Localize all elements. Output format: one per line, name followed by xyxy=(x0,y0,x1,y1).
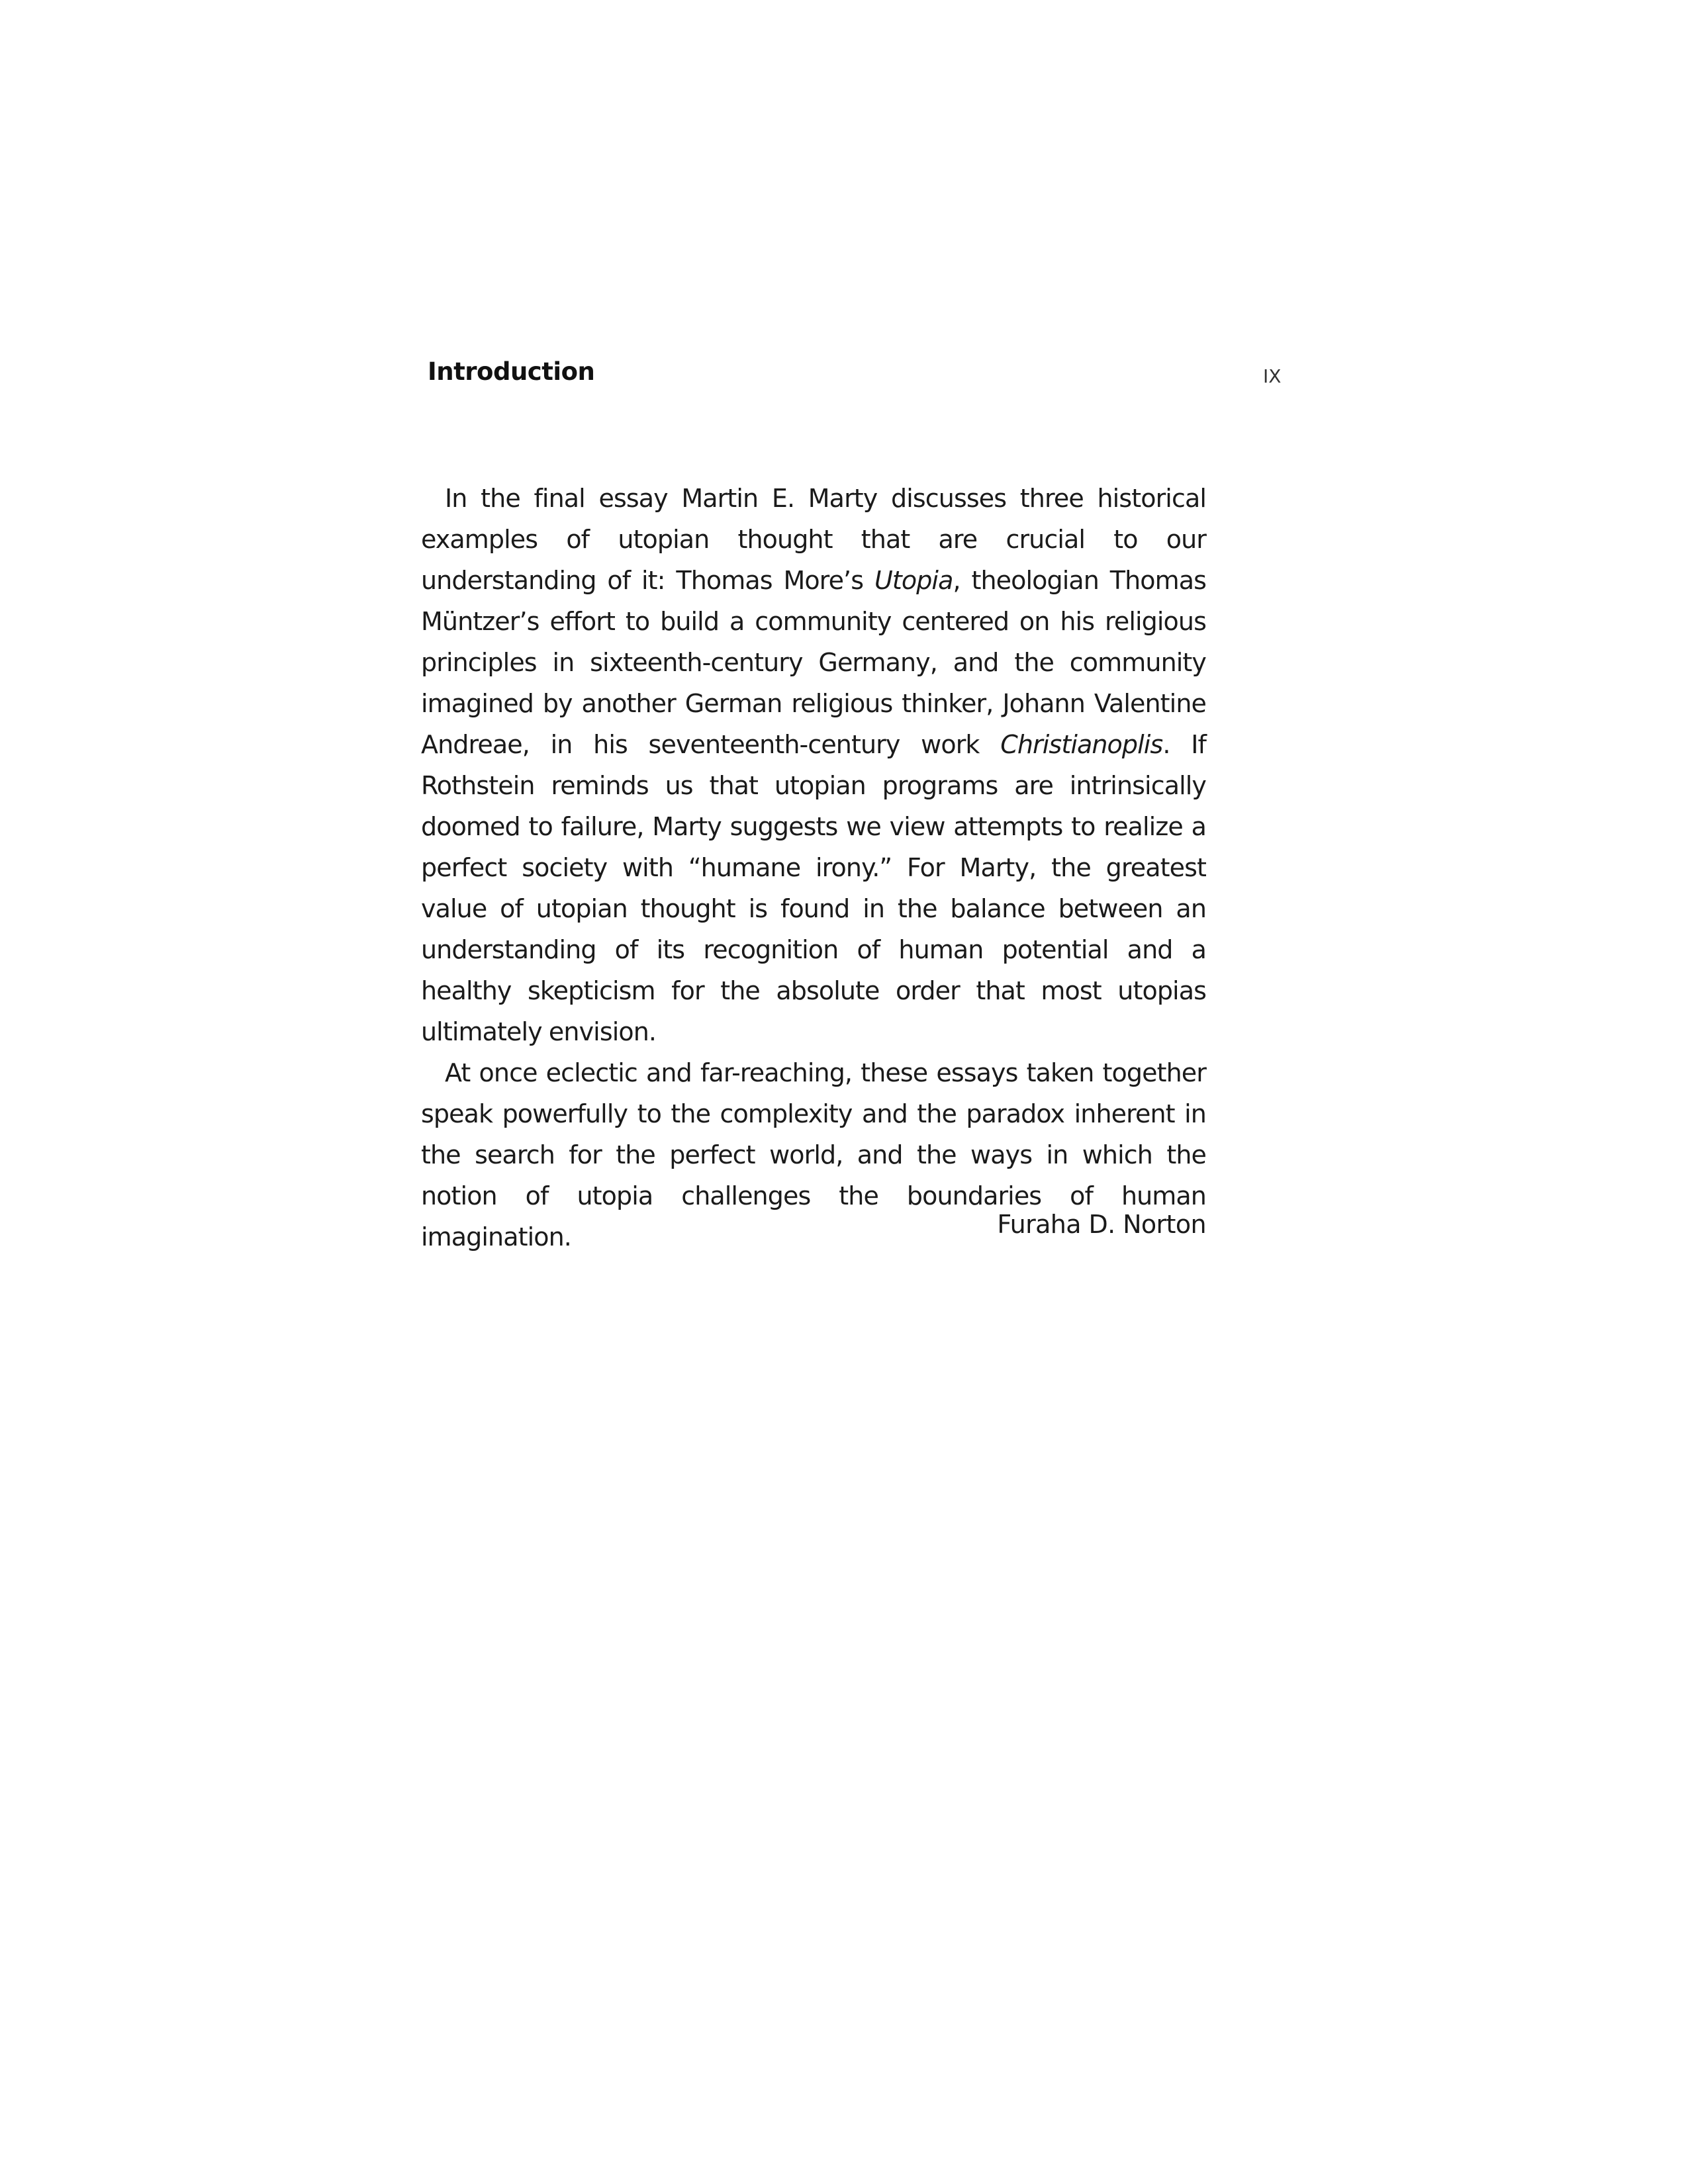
author-signature: Furaha D. Norton xyxy=(997,1210,1206,1239)
italic-title-christianoplis: Christianoplis xyxy=(1000,730,1163,759)
paragraph-1-text-2: , theologian Thomas Müntzer’s effort to build a community centered on his religious principles in sixteenth-century Germany, and the community imagined by another German religious thinker, Johann Valentine Andreae, in his seventeenth-century work xyxy=(421,566,1207,759)
running-head: Introduction xyxy=(428,357,595,386)
page-number: IX xyxy=(1263,365,1282,387)
italic-title-utopia: Utopia xyxy=(874,566,953,595)
paragraph-1-text-3: . If Rothstein reminds us that utopian programs are intrinsically doomed to failure, Marty suggests we view attempts to realize a perfect society with “humane irony.” For Marty, the greatest value of utopian thought is found in the balance between an understanding of its recognition of human potential and a healthy skepticism for the absolute order that most utopias ultimately envision. xyxy=(421,730,1206,1046)
paragraph-1 xyxy=(421,478,1206,1052)
body-text xyxy=(421,478,1206,1257)
paragraph-1-text-1: In the final essay Martin E. Marty discusses three historical examples of utopian thought that are crucial to our understanding of it: Thomas More’s xyxy=(421,484,1206,595)
paragraph-2: At once eclectic and far-reaching, these essays taken together speak powerfully to the complexity and the paradox inherent in the search for the perfect world, and the ways in which the notion of utopia challenges the boundaries of human imagination. xyxy=(421,1058,1206,1251)
